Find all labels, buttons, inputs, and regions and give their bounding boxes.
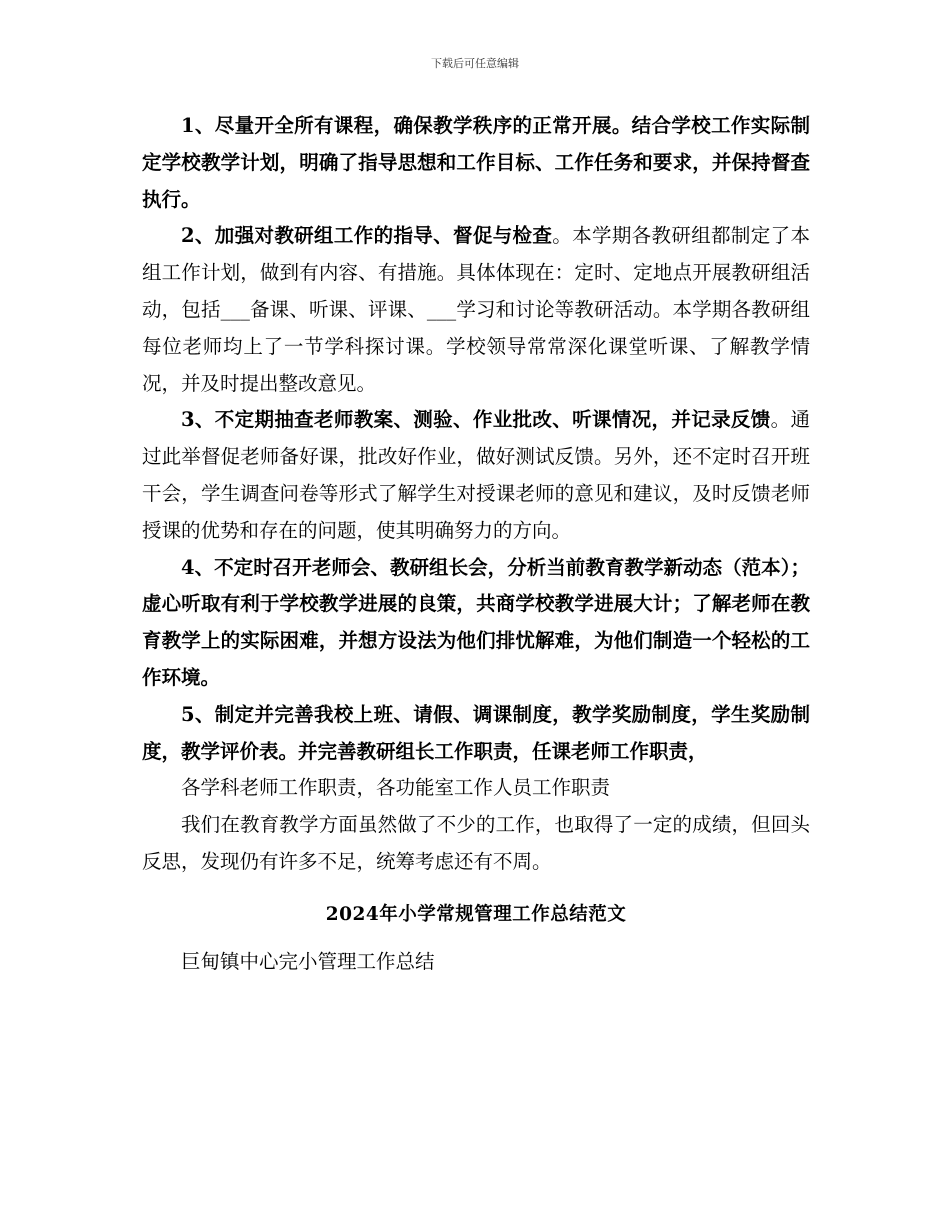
paragraph-5-bold: 5、制定并完善我校上班、请假、调课制度，教学奖励制度，学生奖励制度，教学评价表。并完善教研组长工作职责，任课老师工作职责， [142, 702, 810, 763]
paragraph-2-bold: 2、加强对教研组工作的指导、督促与检查 [181, 224, 553, 248]
paragraph-3-text: 。通过此举督促老师备好课，批改好作业，做好测试反馈。另外，还不定时召开班干会，学生调查问卷等形式了解学生对授课老师的意见和建议，及时反馈老师授课的优势和存在的问题，使其明确努力的方向。 [142, 408, 810, 542]
paragraph-3-bold: 3、不定期抽查老师教案、测验、作业批改、听课情况，并记录反馈 [181, 408, 771, 432]
paragraph-5 [142, 697, 810, 771]
paragraph-2 [142, 218, 810, 402]
paragraph-3 [142, 402, 810, 549]
paragraph-7 [142, 807, 810, 881]
header-note: 下载后可任意编辑 [431, 57, 519, 70]
paragraph-7-text: 我们在教育教学方面虽然做了不少的工作，也取得了一定的成绩，但回头反思，发现仍有许多不足，统筹考虑还有不周。 [142, 813, 810, 873]
document-title: 2024年小学常规管理工作总结范文 [325, 903, 627, 925]
paragraph-4-bold: 4、不定时召开老师会、教研组长会，分析当前教育教学新动态（范本）；虚心听取有利于学校教学进展的良策，共商学校教学进展大计；了解老师在教育教学上的实际困难，并想方设法为他们排忧解难，为他们制造一个轻松的工作环境。 [142, 555, 810, 689]
paragraph-4 [142, 550, 810, 697]
paragraph-2-text: 。本学期各教研组都制定了本组工作计划，做到有内容、有措施。具体体现在：定时、定地点开展教研组活动，包括___备课、听课、评课、___学习和讨论等教研活动。本学期各教研组每位老师均上了一节学科探讨课。学校领导常常深化课堂听课、了解教学情况，并及时提出整改意见。 [142, 224, 810, 395]
document-body [142, 108, 810, 980]
paragraph-1 [142, 108, 810, 218]
document-subtitle: 巨甸镇中心完小管理工作总结 [181, 949, 435, 973]
paragraph-1-bold: 1、尽量开全所有课程，确保教学秩序的正常开展。结合学校工作实际制定学校教学计划，明确了指导思想和工作目标、工作任务和要求，并保持督查执行。 [142, 114, 810, 211]
paragraph-6 [142, 770, 810, 807]
paragraph-6-text: 各学科老师工作职责，各功能室工作人员工作职责 [181, 776, 611, 800]
